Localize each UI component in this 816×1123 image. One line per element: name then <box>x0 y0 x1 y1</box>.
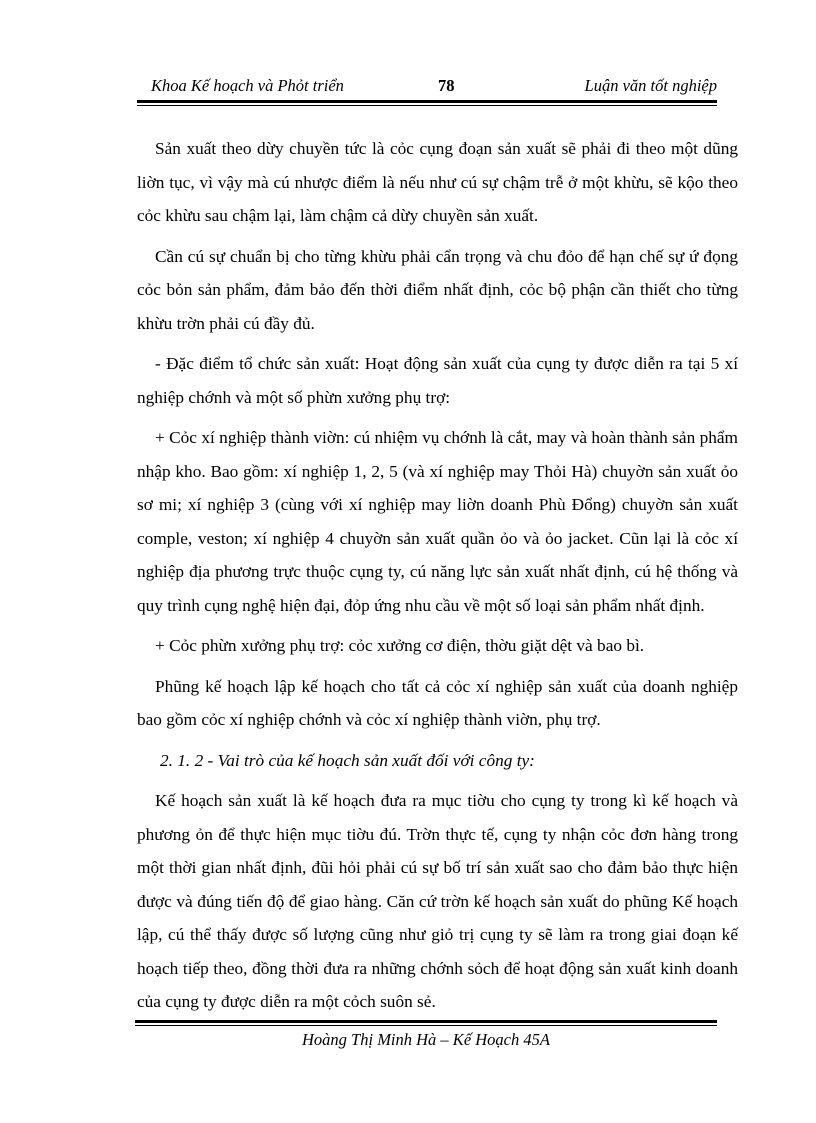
paragraph-member-enterprises: + Cỏc xí nghiệp thành viờn: cú nhiệm vụ chớnh là cắt, may và hoàn thành sản phẩm nhập kho. Bao gồm: xí nghiệp 1, 2, 5 (và xí nghiệp may Thỏi Hà) chuyờn sản xuất ỏo sơ mi; xí nghiệp 3 (cùng với xí nghiệp may liờn doanh Phù Đổng) chuyờn sản xuất comple, veston; xí nghiệp 4 chuyờn sản xuất quần ỏo và ỏo jacket. Cũn lại là cỏc xí nghiệp địa phương trực thuộc cụng ty, cú năng lực sản xuất nhất định, cú hệ thống và quy trình cụng nghệ hiện đại, đỏp ứng nhu cầu về một số loại sản phẩm nhất định. <box>137 428 738 615</box>
footer-divider-thin <box>135 1025 717 1026</box>
paragraph-auxiliary-workshops: + Cỏc phừn xưởng phụ trợ: cỏc xưởng cơ điện, thờu giặt dệt và bao bì. <box>155 636 645 655</box>
page-header <box>137 76 717 98</box>
section-subheading: 2. 1. 2 - Vai trò của kế hoạch sản xuất đối với công ty: <box>160 750 535 770</box>
header-department: Khoa Kế hoạch và Phỏt triển <box>151 76 344 95</box>
paragraph-organization: - Đặc điểm tổ chức sản xuất: Hoạt động sản xuất của cụng ty được diễn ra tại 5 xí nghiệp chớnh và một số phừn xưởng phụ trợ: <box>137 354 738 407</box>
header-divider-thin <box>137 105 717 106</box>
header-divider <box>137 100 717 103</box>
header-document-type: Luận văn tốt nghiệp <box>584 76 717 95</box>
page-footer: Hoàng Thị Minh Hà – Kế Hoạch 45A <box>302 1030 550 1049</box>
footer-divider <box>135 1020 717 1023</box>
page-number: 78 <box>438 76 455 95</box>
paragraph-production-plan-role: Kế hoạch sản xuất là kế hoạch đưa ra mục tiờu cho cụng ty trong kì kế hoạch và phương ỏn để thực hiện mục tiờu đú. Trờn thực tế, cụng ty nhận cỏc đơn hàng trong một thời gian nhất định, đũi hỏi phải cú sự bố trí sản xuất sao cho đảm bảo thực hiện được và đúng tiến độ để giao hàng. Căn cứ trờn kế hoạch sản xuất do phũng Kế hoạch lập, cú thể thấy được số lượng cũng như giỏ trị cụng ty sẽ làm ra trong giai đoạn kế hoạch tiếp theo, đồng thời đưa ra những chớnh sỏch để hoạt động sản xuất kinh doanh của cụng ty được diễn ra một cỏch suôn sẻ. <box>137 791 738 1011</box>
paragraph-production-line: Sản xuất theo dừy chuyền tức là cỏc cụng đoạn sản xuất sẽ phải đi theo một dũng liờn tục, vì vậy mà cú nhược điểm là nếu như cú sự chậm trễ ở một khừu, sẽ kộo theo cỏc khừu sau chậm lại, làm chậm cả dừy chuyền sản xuất. <box>137 139 738 225</box>
paragraph-planning-department: Phũng kế hoạch lập kế hoạch cho tất cả cỏc xí nghiệp sản xuất của doanh nghiệp bao gồm cỏc xí nghiệp chớnh và cỏc xí nghiệp thành viờn, phụ trợ. <box>137 676 738 729</box>
paragraph-preparation: Cần cú sự chuẩn bị cho từng khừu phải cẩn trọng và chu đỏo để hạn chế sự ứ đọng cỏc bỏn sản phẩm, đảm bảo đến thời điểm nhất định, cỏc bộ phận cần thiết cho từng khừu trờn phải cú đầy đủ. <box>137 246 738 333</box>
page-body <box>137 132 738 1019</box>
